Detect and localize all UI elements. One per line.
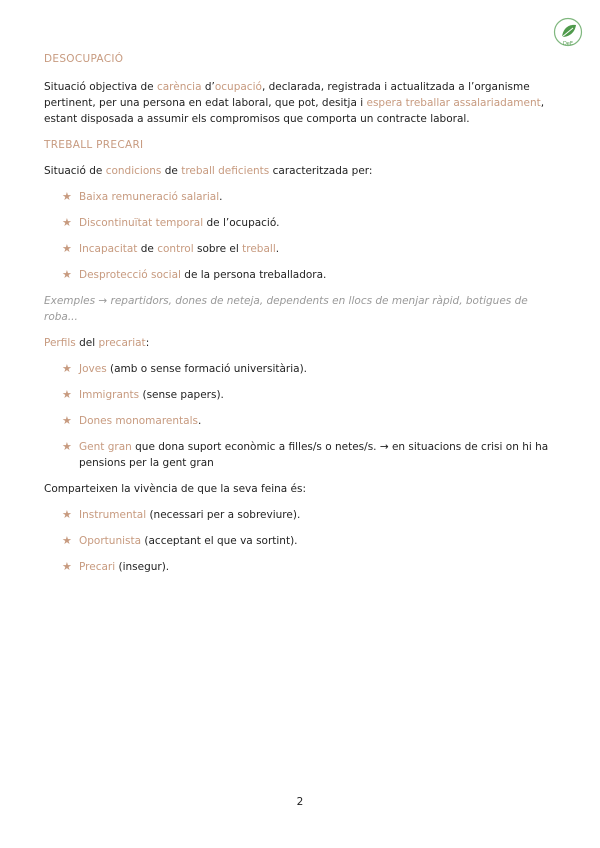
list-item bbox=[62, 387, 559, 403]
leaf-logo-icon bbox=[551, 17, 585, 49]
highlight-term: carència bbox=[156, 81, 202, 93]
vivencia-list bbox=[44, 507, 559, 575]
text-run: que dona suport econòmic a filles/s o netes/s. → en situacions de crisi on hi ha pensions per la gent gran bbox=[79, 441, 549, 469]
star-bullet-icon: ★ bbox=[62, 268, 72, 281]
highlight-term: condicions bbox=[105, 165, 162, 177]
highlight-term: Gent gran bbox=[79, 441, 132, 453]
precari-intro bbox=[44, 163, 559, 179]
star-bullet-icon: ★ bbox=[62, 216, 72, 229]
highlight-term: Discontinuïtat temporal bbox=[79, 217, 204, 229]
content bbox=[44, 48, 559, 575]
highlight-term: Desprotecció social bbox=[79, 269, 181, 281]
list-item bbox=[62, 439, 559, 471]
list-item bbox=[62, 267, 559, 283]
perfils-list bbox=[44, 361, 559, 471]
text-run: Situació de bbox=[44, 165, 106, 177]
star-bullet-icon: ★ bbox=[62, 190, 72, 203]
precari-list bbox=[44, 189, 559, 283]
highlight-term: Immigrants bbox=[79, 389, 140, 401]
star-bullet-icon: ★ bbox=[62, 242, 72, 255]
highlight-term: espera treballar assalariadament bbox=[366, 97, 541, 109]
star-bullet-icon: ★ bbox=[62, 560, 72, 573]
list-item bbox=[62, 189, 559, 205]
highlight-term: treball deficients bbox=[181, 165, 270, 177]
text-run: (amb o sense formació universitària). bbox=[106, 363, 308, 375]
highlight-term: Oportunista bbox=[79, 535, 142, 547]
highlight-term: Incapacitat bbox=[79, 243, 138, 255]
star-bullet-icon: ★ bbox=[62, 362, 72, 375]
page-number: 2 bbox=[296, 796, 304, 808]
star-bullet-icon: ★ bbox=[62, 388, 72, 401]
text-run: de bbox=[161, 165, 182, 177]
highlight-term: ocupació bbox=[214, 81, 262, 93]
text-run: , declarada, registrada i actualitzada a l’organisme pertinent, per una persona en edat laboral, que pot, desitja i bbox=[44, 81, 530, 109]
text-run: . bbox=[275, 243, 280, 255]
highlight-term: treball bbox=[242, 243, 276, 255]
highlight-term: precariat bbox=[98, 337, 146, 349]
perfils-intro bbox=[44, 335, 559, 351]
list-item bbox=[62, 241, 559, 257]
text-run: (insegur). bbox=[115, 561, 170, 573]
highlight-term: Precari bbox=[79, 561, 116, 573]
text-run: . bbox=[219, 191, 223, 203]
list-item bbox=[62, 361, 559, 377]
text-run: Situació objectiva de bbox=[44, 81, 157, 93]
list-item bbox=[62, 559, 559, 575]
logo-text: DeE bbox=[562, 41, 574, 47]
highlight-term: Baixa remuneració salarial bbox=[79, 191, 220, 203]
text-run: (sense papers). bbox=[139, 389, 224, 401]
star-bullet-icon: ★ bbox=[62, 414, 72, 427]
text-run: de la persona treballadora. bbox=[180, 269, 327, 281]
text-run: Comparteixen la vivència de que la seva feina és: bbox=[44, 483, 307, 495]
text-run: sobre el bbox=[193, 243, 243, 255]
star-bullet-icon: ★ bbox=[62, 440, 72, 453]
highlight-term: Joves bbox=[79, 363, 107, 375]
list-item bbox=[62, 507, 559, 523]
heading-treball-precari: TREBALL PRECARI bbox=[44, 139, 144, 151]
vivencia-intro bbox=[44, 481, 559, 497]
text-run: (acceptant el que va sortint). bbox=[141, 535, 298, 547]
highlight-term: Instrumental bbox=[79, 509, 147, 521]
text-run: , estant disposada a assumir els compromisos que comporta un contracte laboral. bbox=[44, 97, 545, 125]
heading-desocupacio: DESOCUPACIÓ bbox=[44, 53, 124, 65]
text-run: caracteritzada per: bbox=[269, 165, 373, 177]
examples-text: Exemples → repartidors, dones de neteja, dependents en llocs de menjar ràpid, botigues de roba... bbox=[44, 295, 528, 323]
list-item bbox=[62, 215, 559, 231]
highlight-term: control bbox=[157, 243, 194, 255]
text-run: . bbox=[197, 415, 202, 427]
highlight-term: Perfils bbox=[44, 337, 76, 349]
text-run: d’ bbox=[201, 81, 215, 93]
list-item bbox=[62, 533, 559, 549]
highlight-term: Dones monomarentals bbox=[79, 415, 198, 427]
star-bullet-icon: ★ bbox=[62, 534, 72, 547]
list-item bbox=[62, 413, 559, 429]
text-run: (necessari per a sobreviure). bbox=[146, 509, 301, 521]
text-run: del bbox=[75, 337, 99, 349]
text-run: : bbox=[145, 337, 150, 349]
text-run: de bbox=[137, 243, 158, 255]
desocupacio-paragraph bbox=[44, 79, 559, 127]
text-run: de l’ocupació. bbox=[203, 217, 280, 229]
star-bullet-icon: ★ bbox=[62, 508, 72, 521]
